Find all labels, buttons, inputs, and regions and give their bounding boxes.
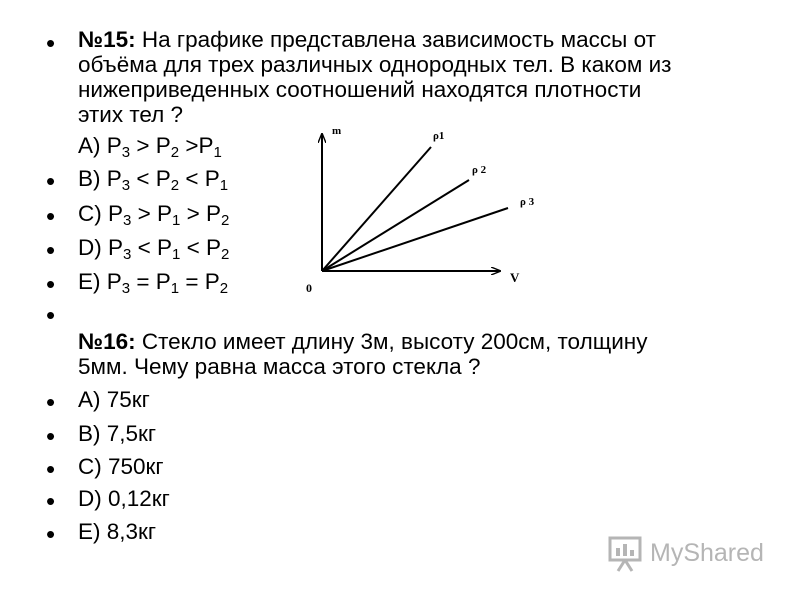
- option-letter: A): [78, 133, 101, 158]
- option-text: $P_3 < P_1 < P_2$: [108, 235, 230, 263]
- q16-option-b: [78, 422, 156, 446]
- q16-number: №16:: [78, 329, 136, 354]
- option-text: $P_3 > P_2 >P_1$: [106, 133, 222, 161]
- option-text: $P_3 > P_1 > P_2$: [108, 201, 230, 229]
- presentation-board-icon: [606, 534, 646, 574]
- option-letter: D): [78, 486, 102, 511]
- line-rho2: [322, 180, 469, 271]
- bullet: •: [46, 235, 56, 265]
- option-text: 75кг: [106, 387, 150, 412]
- q15-line2: объёма для трех различных однородных тел. В каком из: [78, 52, 672, 77]
- bullet: •: [46, 387, 56, 417]
- option-letter: D): [78, 235, 102, 260]
- x-axis-label: V: [510, 270, 520, 285]
- q16-line2: 5мм. Чему равна масса этого стекла ?: [78, 354, 481, 379]
- q16-option-c: [78, 455, 164, 479]
- option-letter: C): [78, 201, 102, 226]
- bullet: •: [46, 454, 56, 484]
- q16-option-e: [78, 520, 156, 544]
- bullet: •: [46, 519, 56, 549]
- bullet: •: [46, 300, 56, 330]
- watermark-text: MyShared: [650, 539, 764, 567]
- y-axis-label: m: [332, 125, 342, 137]
- line2-label: ρ 2: [472, 164, 487, 176]
- q15-text: На графике представлена зависимость массы от: [135, 27, 656, 52]
- line3-label: ρ 3: [520, 196, 535, 208]
- option-text: $P_3 < P_2 < P_1$: [106, 166, 229, 194]
- option-text: 0,12кг: [108, 486, 170, 511]
- q15-number: №15:: [78, 27, 136, 52]
- origin-label: 0: [306, 281, 312, 295]
- line1-label: ρ1: [433, 130, 445, 142]
- option-letter: E): [78, 269, 101, 294]
- q16-option-d: [78, 487, 170, 511]
- option-text: 750кг: [108, 454, 164, 479]
- watermark: [606, 534, 776, 574]
- bullet: •: [46, 421, 56, 451]
- q15-line3: нижеприведенных соотношений находятся плотности: [78, 77, 642, 102]
- bullet: •: [46, 28, 56, 58]
- q16-line1: [78, 330, 647, 354]
- option-letter: B): [78, 166, 101, 191]
- bullet: •: [46, 269, 56, 299]
- option-letter: A): [78, 387, 101, 412]
- option-letter: C): [78, 454, 102, 479]
- option-letter: E): [78, 519, 101, 544]
- option-text: $P_3 = P_1 = P_2$: [106, 269, 229, 297]
- q16-option-a: [78, 388, 150, 412]
- option-letter: B): [78, 421, 101, 446]
- bullet: •: [46, 166, 56, 196]
- option-text: 7,5кг: [106, 421, 157, 446]
- q15-line4: этих тел ?: [78, 102, 184, 127]
- option-text: 8,3кг: [106, 519, 157, 544]
- q16-text: Стекло имеет длину 3м, высоту 200см, толщину: [135, 329, 648, 354]
- bullet: •: [46, 201, 56, 231]
- bullet: •: [46, 486, 56, 516]
